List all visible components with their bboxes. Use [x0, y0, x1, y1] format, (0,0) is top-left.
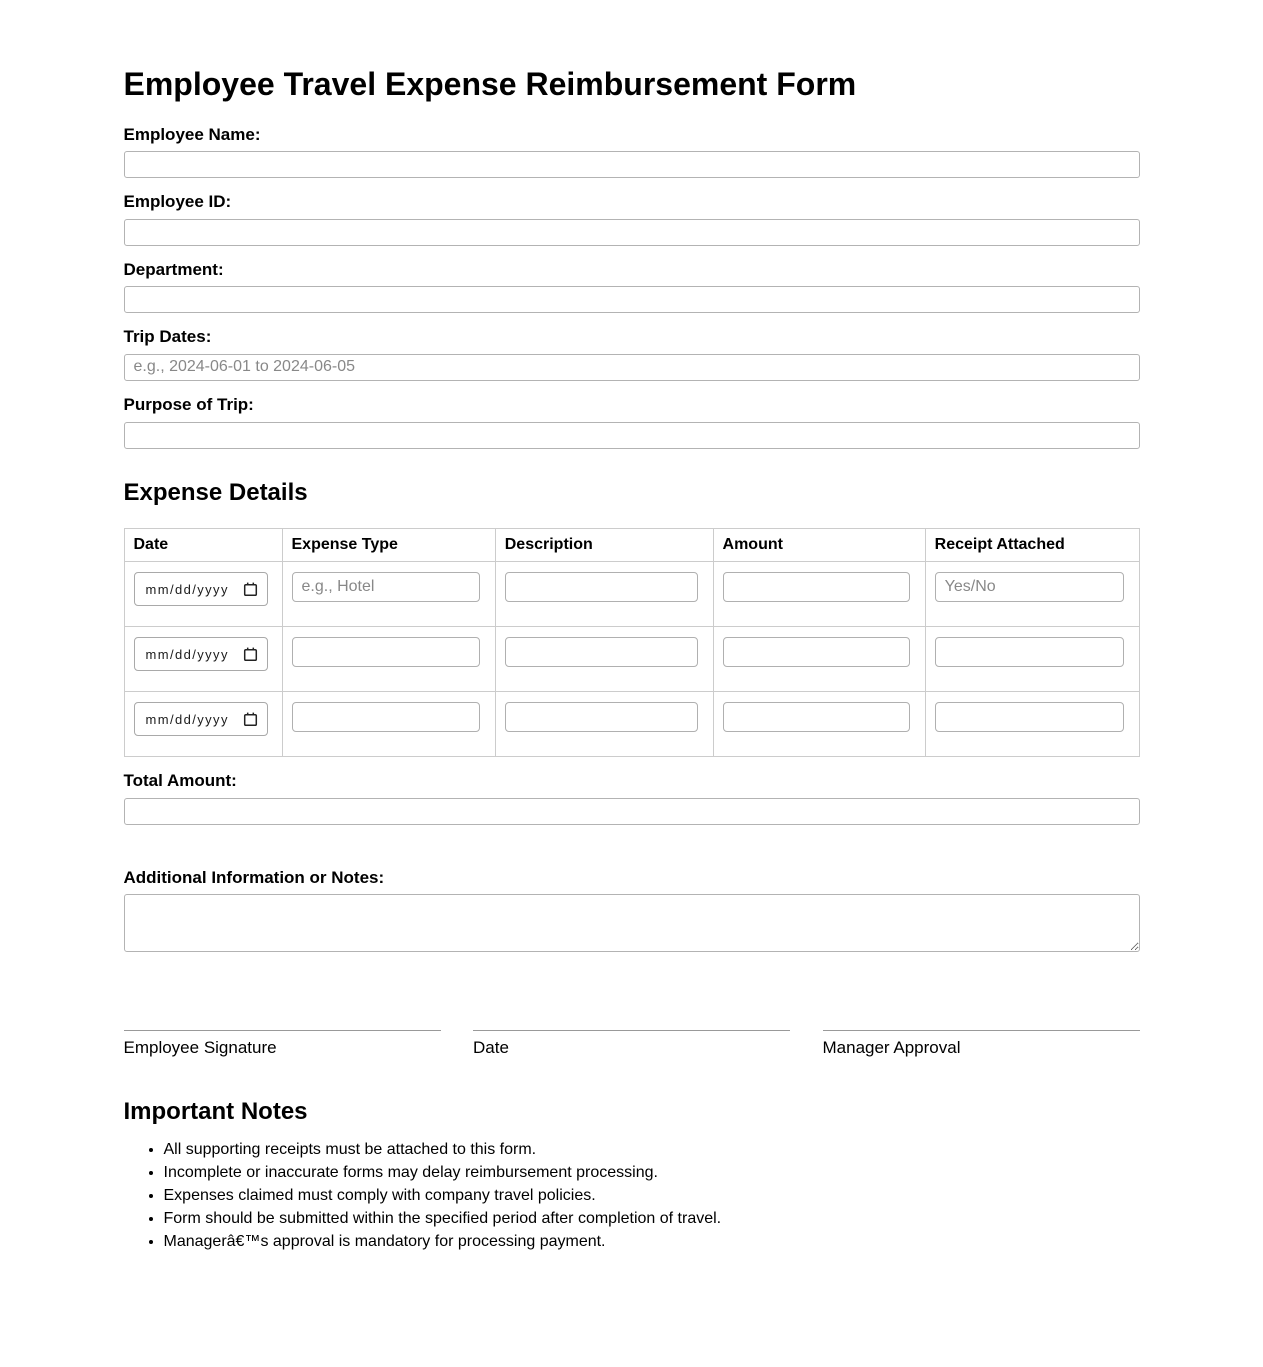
field-department — [124, 260, 1140, 314]
trip-dates-label: Trip Dates: — [123, 327, 212, 347]
employee-name-input[interactable] — [124, 151, 1140, 178]
receipt-attached-input-2[interactable] — [935, 637, 1124, 667]
signature-date-line — [473, 1030, 790, 1058]
department-label: Department: — [123, 259, 224, 279]
trip-dates-input[interactable] — [124, 354, 1140, 381]
employee-signature-label: Employee Signature — [123, 1038, 277, 1058]
total-amount-label: Total Amount: — [123, 771, 237, 791]
manager-approval-line — [823, 1030, 1140, 1058]
expense-row-2 — [124, 627, 1139, 692]
expense-date-input-2[interactable] — [134, 637, 268, 671]
column-header-receipt-attached: Receipt Attached — [925, 529, 1139, 562]
signature-date-label: Date — [473, 1038, 509, 1058]
additional-notes-textarea[interactable] — [124, 894, 1140, 952]
amount-input-2[interactable] — [723, 637, 910, 667]
employee-id-input[interactable] — [124, 219, 1140, 246]
field-additional-notes — [124, 868, 1140, 953]
field-employee-id — [124, 192, 1140, 246]
purpose-of-trip-input[interactable] — [124, 422, 1140, 449]
receipt-attached-input-1[interactable] — [935, 572, 1124, 602]
note-item-2: • Incomplete or inaccurate forms may delay reimbursement processing. — [164, 1164, 1140, 1183]
description-input-1[interactable] — [505, 572, 698, 602]
expense-row-1 — [124, 562, 1139, 627]
expense-date-input-1[interactable] — [134, 572, 268, 606]
expense-form-page — [124, 0, 1140, 1346]
department-input[interactable] — [124, 286, 1140, 313]
calendar-icon[interactable] — [243, 712, 258, 727]
column-header-date: Date — [124, 529, 282, 562]
manager-approval-label: Manager Approval — [822, 1038, 961, 1058]
employee-name-label: Employee Name: — [123, 124, 261, 144]
field-total-amount — [124, 771, 1140, 825]
expense-table — [124, 528, 1140, 757]
total-amount-input[interactable] — [124, 798, 1140, 825]
description-input-2[interactable] — [505, 637, 698, 667]
amount-input-3[interactable] — [723, 702, 910, 732]
expense-type-input-3[interactable] — [292, 702, 480, 732]
note-item-5: • Managerâ€™s approval is mandatory for processing payment. — [164, 1233, 1140, 1252]
field-purpose-of-trip — [124, 395, 1140, 449]
date-placeholder-text: mm/dd/yyyy — [145, 646, 229, 662]
note-item-1: • All supporting receipts must be attached to this form. — [164, 1141, 1140, 1160]
signature-row — [124, 1030, 1140, 1058]
important-notes-list — [124, 1141, 1140, 1251]
expense-type-input-1[interactable] — [292, 572, 480, 602]
field-trip-dates — [124, 327, 1140, 381]
description-input-3[interactable] — [505, 702, 698, 732]
calendar-icon[interactable] — [243, 582, 258, 597]
date-placeholder-text: mm/dd/yyyy — [145, 581, 229, 597]
additional-notes-label: Additional Information or Notes: — [123, 867, 385, 887]
purpose-of-trip-label: Purpose of Trip: — [123, 394, 254, 414]
note-item-4: • Form should be submitted within the specified period after completion of travel. — [164, 1210, 1140, 1229]
receipt-attached-input-3[interactable] — [935, 702, 1124, 732]
expense-row-3 — [124, 692, 1139, 757]
amount-input-1[interactable] — [723, 572, 910, 602]
calendar-icon[interactable] — [243, 647, 258, 662]
date-placeholder-text: mm/dd/yyyy — [145, 711, 229, 727]
column-header-amount: Amount — [713, 529, 925, 562]
employee-signature-line — [124, 1030, 441, 1058]
important-notes-heading: Important Notes — [123, 1097, 308, 1125]
column-header-description: Description — [495, 529, 713, 562]
expense-date-input-3[interactable] — [134, 702, 268, 736]
expense-table-header-row — [124, 529, 1139, 562]
column-header-expense-type: Expense Type — [282, 529, 495, 562]
page-title: Employee Travel Expense Reimbursement Form — [123, 66, 857, 102]
note-item-3: • Expenses claimed must comply with company travel policies. — [164, 1187, 1140, 1206]
expense-type-input-2[interactable] — [292, 637, 480, 667]
employee-id-label: Employee ID: — [123, 192, 232, 212]
expense-details-heading: Expense Details — [123, 478, 308, 506]
field-employee-name — [124, 125, 1140, 179]
